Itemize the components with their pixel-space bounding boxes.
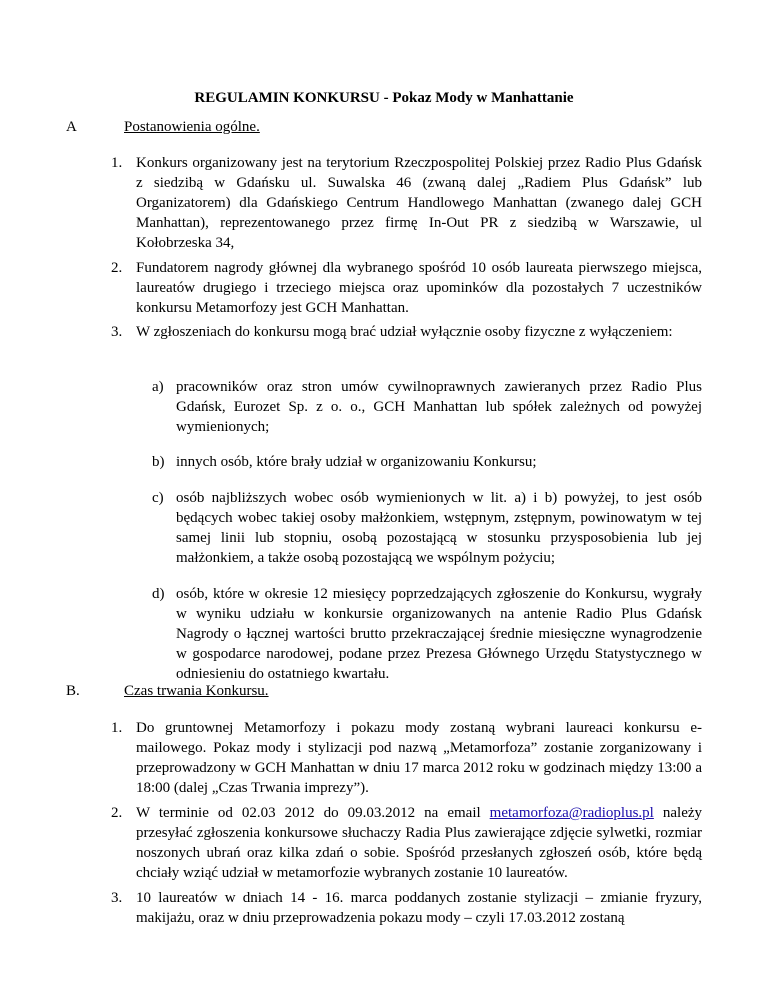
item-number: 2. bbox=[111, 805, 123, 821]
item-number: 1. bbox=[111, 720, 123, 736]
list-item-text: Do gruntownej Metamorfozy i pokazu mody zostaną wybrani laureaci konkursu e-mailowego. Pokaz mody i stylizacji pod nazwą „Metamorfoza” zostanie zorganizowany i przeprowadzony w GCH Manhattan w dniu 17 marca 2012 roku w godzinach między 13:00 a 18:00 (dalej „Czas Trwania imprezy”). bbox=[136, 720, 702, 796]
subitem-text: pracowników oraz stron umów cywilnoprawnych zawieranych przez Radio Plus Gdańsk, Eurozet Sp. z o. o., GCH Manhattan lub spółek zależnych od powyżej wymienionych; bbox=[176, 379, 702, 435]
subitem-text: osób, które w okresie 12 miesięcy poprzedzających zgłoszenie do Konkursu, wygrały w wyniku udziału w konkursie organizowanych na antenie Radio Plus Gdańsk Nagrody o łącznej wartości brutto przekraczającej średnie miesięczne wynagrodzenie w gospodarce narodowej, podane przez Prezesa Głównego Urzędu Statystycznego w odniesieniu do ostatniego kwartału. bbox=[176, 586, 702, 682]
subitem-text: innych osób, które brały udział w organizowaniu Konkursu; bbox=[176, 454, 537, 470]
subitem-letter: d) bbox=[152, 586, 165, 602]
list-item-text bbox=[136, 803, 702, 883]
item-number: 2. bbox=[111, 260, 123, 276]
item-number: 3. bbox=[111, 890, 123, 906]
item-text-after: należy przesyłać zgłoszenia konkursowe słuchaczy Radia Plus zawierające zdjęcie sylwetki, rozmiar noszonych ubrań oraz kilka zdań o sobie. Spośród przesłanych zgłoszeń osób, które będą chciały wziąć udział w metamorfozie wybranych zostanie 10 laureatów. bbox=[136, 805, 703, 881]
email-link[interactable]: metamorfoza@radioplus.pl bbox=[489, 805, 654, 821]
section-b-heading: Czas trwania Konkursu. bbox=[124, 683, 269, 699]
subitem-text: osób najbliższych wobec osób wymienionych w lit. a) i b) powyżej, to jest osób będących wobec takiej osoby małżonkiem, wstępnym, zstępnym, powinowatym w tej samej linii lub stopniu, osobą pozostającą w stosunku przysposobienia lub jej małżonkiem, a także osobą pozostającą we wspólnym pożyciu; bbox=[176, 490, 702, 566]
list-item-text: W zgłoszeniach do konkursu mogą brać udział wyłącznie osoby fizyczne z wyłączeniem: bbox=[136, 324, 673, 340]
list-item-text: Konkurs organizowany jest na terytorium Rzeczpospolitej Polskiej przez Radio Plus Gdańsk z siedzibą w Gdańsku ul. Suwalska 46 (zwaną dalej „Radiem Plus Gdańsk” lub Organizatorem) dla Gdańskiego Centrum Handlowego Manhattan (zwanego dalej GCH Manhattan), reprezentowanego przez firmę In-Out PR z siedzibą w Warszawie, ul Kołobrzeska 34, bbox=[136, 155, 702, 251]
section-b-letter: B. bbox=[66, 683, 80, 699]
page-title: REGULAMIN KONKURSU - Pokaz Mody w Manhattanie bbox=[194, 90, 574, 106]
subitem-letter: b) bbox=[152, 454, 165, 470]
subitem-letter: a) bbox=[152, 379, 164, 395]
item-number: 3. bbox=[111, 324, 123, 340]
list-item-text: Fundatorem nagrody głównej dla wybranego spośród 10 osób laureata pierwszego miejsca, laureatów drugiego i trzeciego miejsca oraz upominków dla pozostałych 7 uczestników konkursu Metamorfozy jest GCH Manhattan. bbox=[136, 260, 702, 316]
item-number: 1. bbox=[111, 155, 123, 171]
item-text-before: W terminie od 02.03 2012 do 09.03.2012 na email bbox=[136, 805, 490, 821]
section-a-letter: A bbox=[66, 119, 77, 135]
section-a-heading: Postanowienia ogólne. bbox=[124, 119, 260, 135]
subitem-letter: c) bbox=[152, 490, 164, 506]
list-item-text: 10 laureatów w dniach 14 - 16. marca poddanych zostanie stylizacji – zmianie fryzury, makijażu, oraz w dniu przeprowadzenia pokazu mody – czyli 17.03.2012 zostaną bbox=[136, 890, 702, 926]
